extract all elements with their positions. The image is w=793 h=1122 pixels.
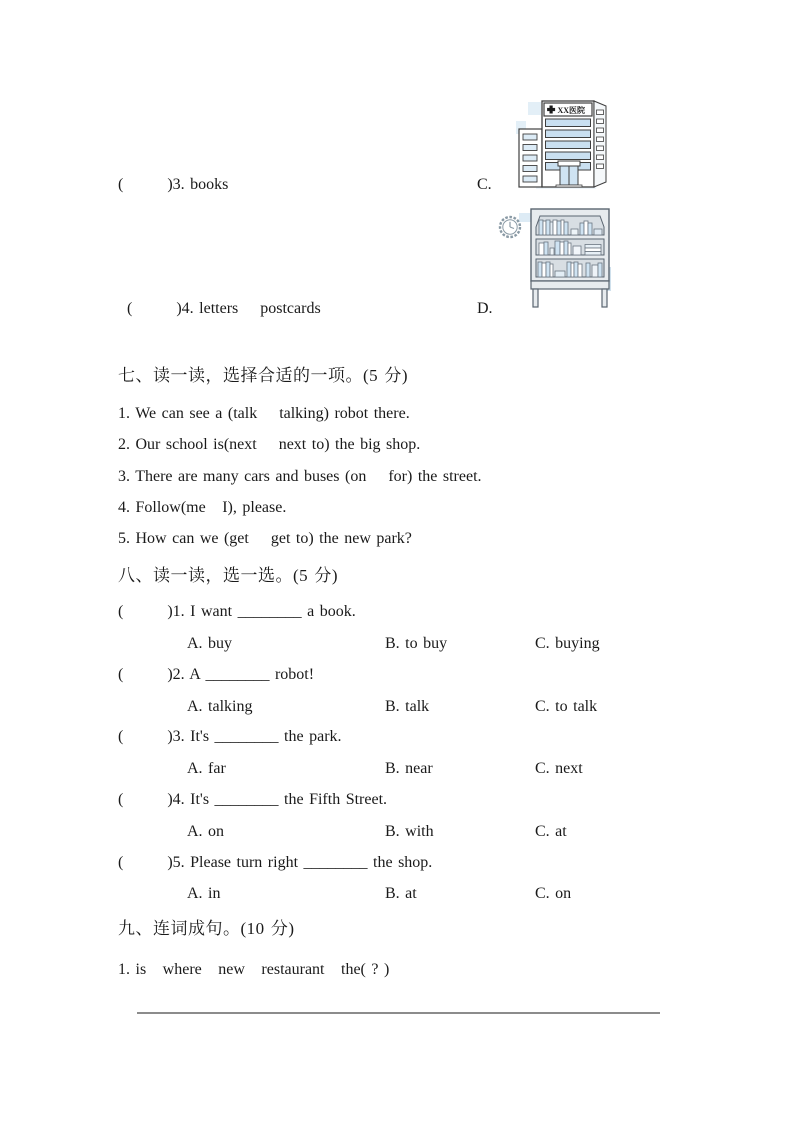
section8-q1-option-c: C. buying <box>535 635 600 652</box>
section8-q5-stem: ( )5. Please turn right ________ the shop. <box>118 854 433 871</box>
annex-building <box>519 129 542 187</box>
section8-q3-option-c: C. next <box>535 760 583 777</box>
match-item-3: ( )3. books <box>118 176 229 193</box>
hospital-sign-text: XX医院 <box>557 106 586 115</box>
section8-q5-option-c: C. on <box>535 885 572 902</box>
section8-q3-stem: ( )3. It's ________ the park. <box>118 728 342 745</box>
match-label-c: C. <box>477 176 492 193</box>
section8-q3-option-b: B. near <box>385 760 433 777</box>
section8-q4-stem: ( )4. It's ________ the Fifth Street. <box>118 791 388 808</box>
hospital-sign <box>544 103 592 116</box>
hospital-door <box>556 161 582 187</box>
section9-heading: 九、连词成句。(10 分) <box>118 919 295 938</box>
section8-q2-option-c: C. to talk <box>535 698 598 715</box>
clock-icon <box>500 217 520 237</box>
section8-q2-option-b: B. talk <box>385 698 430 715</box>
answer-blank-line <box>137 1012 660 1014</box>
section8-q2-option-a: A. talking <box>187 698 253 715</box>
match-label-d: D. <box>477 300 493 317</box>
match-item-4: ( )4. letters postcards <box>127 300 321 317</box>
section8-heading: 八、读一读，选一选。(5 分) <box>118 566 339 585</box>
section7-item-5: 5. How can we (get get to) the new park? <box>118 530 412 547</box>
section9-item-1: 1. is where new restaurant the( ? ) <box>118 961 390 978</box>
section8-q5-option-a: A. in <box>187 885 221 902</box>
hospital-building-image <box>516 99 608 189</box>
section8-q2-stem: ( )2. A ________ robot! <box>118 666 315 683</box>
section8-q1-option-a: A. buy <box>187 635 233 652</box>
section8-q4-option-b: B. with <box>385 823 434 840</box>
section8-q5-option-b: B. at <box>385 885 417 902</box>
building-side-face <box>594 101 606 187</box>
section7-item-1: 1. We can see a (talk talking) robot there. <box>118 405 410 422</box>
section7-item-4: 4. Follow(me I), please. <box>118 499 287 516</box>
background-tint <box>528 102 541 115</box>
bookshelf-image <box>497 207 613 309</box>
section8-q3-option-a: A. far <box>187 760 226 777</box>
bookshelf-base <box>531 281 609 307</box>
section8-q4-option-c: C. at <box>535 823 567 840</box>
section7-heading: 七、读一读，选择合适的一项。(5 分) <box>118 366 409 385</box>
section8-q4-option-a: A. on <box>187 823 225 840</box>
section7-item-3: 3. There are many cars and buses (on for) the street. <box>118 468 482 485</box>
section7-item-2: 2. Our school is(next next to) the big shop. <box>118 436 421 453</box>
section8-q1-option-b: B. to buy <box>385 635 448 652</box>
section8-q1-stem: ( )1. I want ________ a book. <box>118 603 356 620</box>
